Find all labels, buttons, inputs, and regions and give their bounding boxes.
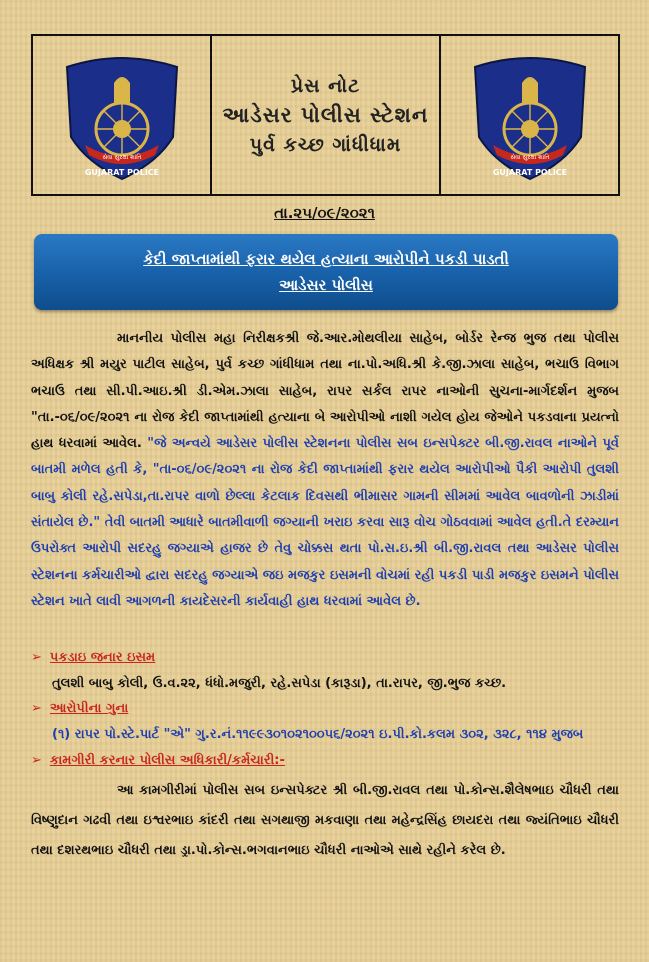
body-part-3: તેવી બાતમી આધારે બાતમીવાળી જગ્યાની ખરાઇ કરવા સારૂ વોચ ગોઠવવામાં આવેલ હતી.તે દરમ્યાન ઉપરોક્ત આરોપી સદરહુ જગ્યાએ હાજર છે તેવુ ચોક્કસ થતા પો.સ.ઇ.શ્રી બી.જી.રાવલ તથા આડેસર પોલીસ સ્ટેશનના કર્મચારીઓ દ્વારા સદરહુ જગ્યાએ જઇ મજકુર ઇસમની વોચમાં રહી પકડી પાડી મજકુર ઇસમને પોલીસ સ્ટેશન ખાતે લાવી આગળની કાયદેસરની કાર્યવાહી હાથ ધરવામાં આવેલ છે. bbox=[31, 515, 619, 609]
logo-motto: સેવા સુરક્ષા શાંતિ bbox=[101, 154, 142, 161]
logo-motto: સેવા સુરક્ષા શાંતિ bbox=[509, 154, 550, 161]
team-text: આ કામગીરીમાં પોલીસ સબ ઇન્સપેક્ટર શ્રી બી.જી.રાવલ તથા પો.કોન્સ.શૈલેષભાઇ ચૌધરી તથા વિષ્ણુદાન ગઢવી તથા ઇશ્વરભાઇ કાંદરી તથા સગથાજી મકવાણા તથા મહેન્દ્રસિંહ છાયદરા તથા જ્યંતિભાઇ ચૌધરી તથા દશરથભાઇ ચૌધરી તથા ડ્રા.પો.કોન્સ.ભગવાનભાઇ ચૌધરી નાઓએ સાથે રહીને કરેલ છે. bbox=[31, 783, 619, 858]
headline-line-1: કેદી જાપ્તામાંથી ફરાર થયેલ હત્યાના આરોપીને પકડી પાડતી bbox=[143, 250, 509, 268]
press-date: તા.૨૫/૦૯/૨૦૨૧ bbox=[274, 204, 375, 222]
section-crime bbox=[31, 701, 128, 716]
body-part-1: માનનીય પોલીસ મહા નિરીક્ષકશ્રી જે.આર.મોથલીયા સાહેબ, બોર્ડર રેન્જ ભુજ તથા પોલીસ અધિક્ષક શ્રી મયુર પાટીલ સાહેબ, પુર્વ કચ્છ ગાંધીધામ તથા ના.પો.અધિ.શ્રી કે.જી.ઝાલા સાહેબ, ભચાઉ વિભાગ ભચાઉ તથા સી.પી.આઇ.શ્રી ડી.એમ.ઝાલા સાહેબ, રાપર સર્કલ રાપર નાઓની સુચના-માર્ગદર્શન મુજબ "તા.-૦૬/૦૯/૨૦૨૧ ના રોજ કેદી જાપ્તામાંથી હત્યાના બે આરોપીઓ નાશી ગયેલ હોય જેઓને પકડવાના પ્રયત્નો હાથ ધરવામાં આવેલ. bbox=[31, 331, 619, 452]
arrested-value: તુલશી બાબુ કોલી, ઉ.વ.૨૨, ધંધો.મજુરી, રહે.સપેડા (કારૂડા), તા.રાપર, જી.ભુજ કચ્છ. bbox=[52, 676, 507, 691]
header-table bbox=[31, 34, 620, 196]
headline-line-2: આડેસર પોલીસ bbox=[279, 276, 373, 294]
press-body bbox=[31, 326, 619, 615]
district-name: પુર્વ કચ્છ ગાંધીધામ bbox=[249, 133, 402, 156]
crime-label: આરોપીના ગુના bbox=[49, 701, 129, 716]
logo-text: GUJARAT POLICE bbox=[492, 168, 567, 177]
press-note-title: પ્રેસ નોટ bbox=[290, 74, 361, 97]
crime-value: (૧) રાપર પો.સ્ટે.પાર્ટ "એ" ગુ.ર.નં.૧૧૯૯૩૦૧૦૨૧૦૦૫૬/૨૦૨૧ ઇ.પી.કો.કલમ ૩૦૨, ૩૨૮, ૧૧૪ મુજબ bbox=[52, 727, 584, 742]
logo-text: GUJARAT POLICE bbox=[84, 168, 159, 177]
header-title-cell bbox=[210, 36, 441, 194]
arrow-right-icon: ➢ bbox=[31, 753, 42, 768]
right-logo-cell bbox=[441, 36, 618, 194]
gujarat-police-emblem-icon bbox=[57, 45, 187, 185]
headline-banner bbox=[34, 234, 618, 310]
left-logo-cell bbox=[33, 36, 210, 194]
body-part-2: "જે અન્વયે આડેસર પોલીસ સ્ટેશનના પોલીસ સબ ઇન્સપેક્ટર બી.જી.રાવલ નાઓને પૂર્વ બાતમી મળેલ હતી કે, "તા-૦૬/૦૯/૨૦૨૧ ના રોજ કેદી જાપ્તામાંથી ફરાર થયેલ આરોપીઓ પૈકી આરોપી તુલશી બાબુ કોલી રહે.સપેડા,તા.રાપર વાળો છેલ્લા કેટલાક દિવસથી ભીમાસર ગામની સીમમાં આવેલ બાવળોની ઝાડીમાં સંતાયેલ છે." bbox=[31, 436, 619, 531]
section-team bbox=[31, 753, 285, 768]
section-arrested bbox=[31, 650, 155, 665]
arrow-right-icon: ➢ bbox=[31, 701, 42, 716]
arrow-right-icon: ➢ bbox=[31, 650, 42, 665]
team-label: કામગીરી કરનાર પોલીસ અધિકારી/કર્મચારી:- bbox=[49, 753, 285, 768]
gujarat-police-emblem-icon bbox=[465, 45, 595, 185]
arrested-label: પકડાઇ જનાર ઇસમ bbox=[49, 650, 156, 665]
station-name: આડેસર પોલીસ સ્ટેશન bbox=[222, 102, 429, 127]
